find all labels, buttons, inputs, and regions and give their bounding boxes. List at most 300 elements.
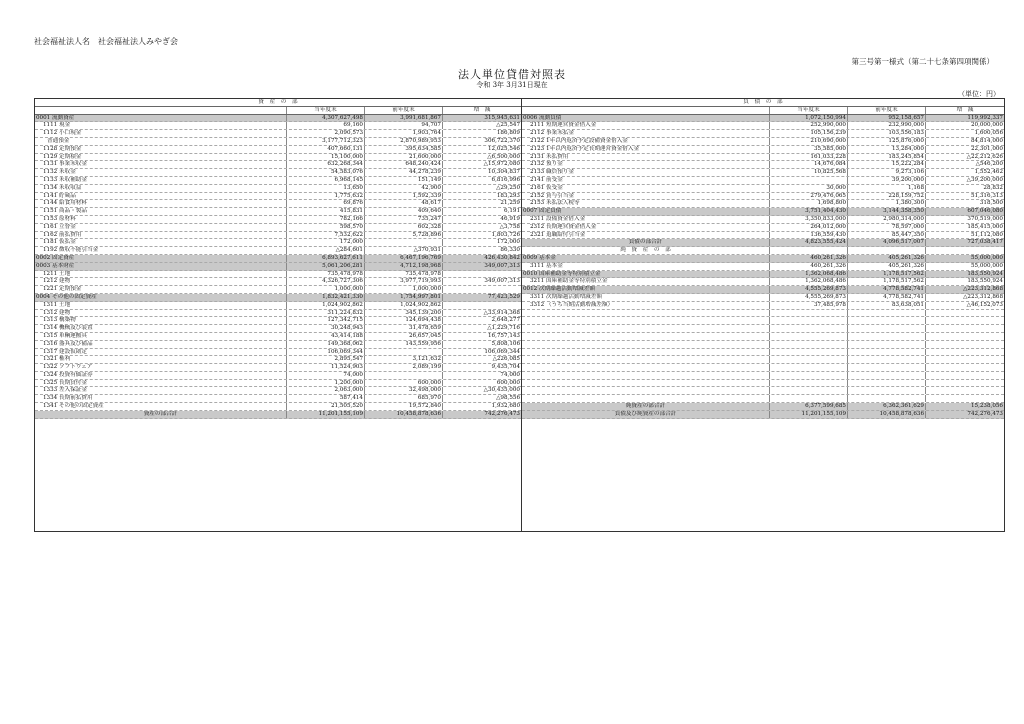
table-row — [522, 154, 1004, 162]
diff-value: 6,816,996 — [491, 176, 520, 183]
diff-value: 183,293 — [496, 192, 520, 199]
table-row — [522, 372, 1004, 380]
previous-value: 143,559,956 — [365, 341, 443, 348]
account-name: 1316 器具及び備品 — [35, 341, 287, 348]
current-value: 21,505,520 — [287, 403, 365, 410]
diff-value: △33,914,368 — [483, 309, 520, 316]
account-name: 1133 未収補助金 — [35, 177, 287, 184]
table-row — [35, 278, 521, 286]
table-row — [35, 208, 521, 216]
previous-value: 183,245,854 — [848, 154, 926, 161]
account-name — [522, 356, 770, 363]
current-value: 1,832,421,330 — [287, 294, 365, 301]
previous-value: 44,278,239 — [365, 169, 443, 176]
unit-label: （単位：円） — [958, 90, 1000, 98]
table-row — [35, 325, 521, 333]
liabilities-column-header — [522, 107, 1004, 115]
table-row — [35, 333, 521, 341]
current-value: 74,000 — [287, 372, 365, 379]
diff-value — [926, 317, 1004, 324]
form-label: 第三号第一様式（第二十七条第四項関係） — [851, 57, 994, 66]
current-value: 43,414,188 — [287, 333, 365, 340]
current-value: 37,485,978 — [770, 302, 848, 309]
document-title: 法人単位貸借対照表 — [458, 68, 566, 81]
diff-value: 727,038,417 — [967, 239, 1003, 246]
diff-value: 9,435,704 — [491, 364, 520, 371]
previous-value: 2,870,989,953 — [365, 138, 443, 145]
diff-value: △226,085 — [492, 356, 520, 363]
account-name: 1313 構築物 — [35, 317, 287, 324]
account-name — [522, 317, 770, 324]
previous-value: 952,158,657 — [848, 115, 926, 122]
diff-value: 74,000 — [500, 371, 520, 378]
current-value: 30,000 — [770, 185, 848, 192]
diff-value: 22,301,000 — [970, 145, 1003, 152]
assets-rows — [35, 115, 521, 419]
diff-value: △1,229,716 — [487, 325, 520, 332]
previous-value: 685,970 — [365, 395, 443, 402]
diff-value: 86,330 — [500, 247, 520, 254]
diff-value: △22,212,626 — [966, 153, 1003, 160]
assets-col-blank — [35, 107, 287, 114]
current-value — [770, 310, 848, 317]
table-row — [35, 349, 521, 357]
diff-value: 12,025,546 — [487, 145, 520, 152]
table-row — [35, 216, 521, 224]
current-value: 632,268,344 — [287, 161, 365, 168]
diff-value — [926, 349, 1004, 356]
table-row — [522, 169, 1004, 177]
diff-value — [926, 364, 1004, 371]
current-value: 782,166 — [287, 216, 365, 223]
current-value: 106,069,344 — [287, 349, 365, 356]
current-value — [770, 349, 848, 356]
table-row — [35, 138, 521, 146]
table-row — [522, 333, 1004, 341]
diff-value: 15,238,056 — [970, 403, 1003, 410]
liabilities-side — [522, 99, 1004, 531]
previous-value: 1,592,339 — [365, 193, 443, 200]
previous-value: 26,657,045 — [365, 333, 443, 340]
table-row — [35, 115, 521, 123]
current-value — [770, 372, 848, 379]
account-name: 2312 長期運営資金借入金 — [522, 224, 770, 231]
diff-value: 349,007,313 — [484, 278, 520, 285]
account-name: 1325 長期貸付金 — [35, 380, 287, 387]
current-value: 460,261,326 — [770, 263, 848, 270]
current-value — [770, 247, 848, 254]
previous-value: 48,617 — [365, 200, 443, 207]
previous-value: 405,261,326 — [848, 255, 926, 262]
previous-value — [848, 310, 926, 317]
current-value: 587,414 — [287, 395, 365, 402]
previous-value: 85,447,350 — [848, 232, 926, 239]
account-name: 1153 原材料 — [35, 216, 287, 223]
table-row — [522, 263, 1004, 271]
table-row — [35, 161, 521, 169]
table-row — [35, 411, 521, 419]
account-name: 0010 国庫補助金等特別積立金 — [522, 271, 770, 278]
table-row — [522, 146, 1004, 154]
account-name: 2131 未払費用 — [522, 154, 770, 161]
previous-value: 1,000,000 — [365, 286, 443, 293]
previous-value: 345,139,200 — [365, 310, 443, 317]
diff-value: △546,200 — [975, 161, 1003, 168]
diff-value: △223,312,868 — [963, 293, 1003, 300]
account-name: 1322 ソフトウェア — [35, 364, 287, 371]
current-value — [770, 380, 848, 387]
account-name: 0012 次期繰越活動増減差額 — [522, 286, 770, 293]
previous-value: 125,876,000 — [848, 138, 926, 145]
table-row — [522, 185, 1004, 193]
table-row — [35, 185, 521, 193]
account-name: 1311 土地 — [35, 302, 287, 309]
account-name: 1312 建物 — [35, 310, 287, 317]
current-value: 1,698,800 — [770, 200, 848, 207]
liabilities-col-current: 当年度末 — [770, 107, 848, 114]
balance-sheet — [34, 98, 1005, 532]
previous-value: 1,754,997,801 — [365, 294, 443, 301]
liabilities-section-title: 負 債 の 部 — [743, 99, 783, 105]
current-value: 2,090,573 — [287, 130, 365, 137]
table-row — [35, 395, 521, 403]
diff-value — [443, 302, 521, 309]
current-value: 6,377,599,685 — [770, 403, 848, 410]
table-row — [522, 325, 1004, 333]
current-value — [770, 364, 848, 371]
diff-value: △39,200,000 — [966, 176, 1003, 183]
diff-value: 1,803,726 — [491, 231, 520, 238]
diff-value: △15,972,080 — [483, 161, 520, 168]
table-row — [35, 255, 521, 263]
table-row — [522, 122, 1004, 130]
current-value — [770, 333, 848, 340]
account-name: 1211 土地 — [35, 271, 287, 278]
current-value: 11,201,155,109 — [287, 411, 365, 418]
current-value: 11,201,155,109 — [770, 411, 848, 418]
current-value: 127,342,715 — [287, 317, 365, 324]
current-value — [770, 317, 848, 324]
current-value — [770, 395, 848, 402]
account-name — [522, 387, 770, 394]
previous-value — [848, 333, 926, 340]
current-value: 54,583,076 — [287, 169, 365, 176]
current-value: 149,368,062 — [287, 341, 365, 348]
account-name: 3211 国庫補助金等特別積立金 — [522, 278, 770, 285]
previous-value: 9,273,106 — [848, 169, 926, 176]
diff-value: 6,191 — [503, 208, 520, 215]
diff-value: 20,000,000 — [970, 122, 1003, 129]
table-row — [522, 130, 1004, 138]
current-value: 264,012,000 — [770, 224, 848, 231]
previous-value — [848, 349, 926, 356]
current-value: 1,362,068,486 — [770, 278, 848, 285]
current-value: 161,033,228 — [770, 154, 848, 161]
current-value: 172,000 — [287, 239, 365, 246]
previous-value: 648,240,424 — [365, 161, 443, 168]
liabilities-rows — [522, 115, 1004, 419]
assets-col-current: 当年度末 — [287, 107, 365, 114]
diff-value: 607,046,080 — [967, 208, 1003, 215]
account-name: 3312 （うち当期活動増減差額） — [522, 302, 770, 309]
account-name — [522, 372, 770, 379]
current-value: 4,555,269,873 — [770, 286, 848, 293]
account-name: 1321 権利 — [35, 356, 287, 363]
account-name: 1131 事業未収金 — [35, 161, 287, 168]
diff-value — [926, 310, 1004, 317]
previous-value: 3,121,632 — [365, 356, 443, 363]
table-row — [35, 271, 521, 279]
diff-value: 16,757,143 — [487, 332, 520, 339]
previous-value — [848, 325, 926, 332]
assets-section-header — [35, 99, 521, 107]
table-row — [522, 341, 1004, 349]
diff-value: 2,648,277 — [491, 317, 520, 324]
account-name: 1317 建設仮勘定 — [35, 349, 287, 356]
previous-value: 735,478,978 — [365, 271, 443, 278]
account-name: 2141 前受金 — [522, 177, 770, 184]
previous-value — [848, 364, 926, 371]
table-row — [35, 130, 521, 138]
previous-value: 31,478,659 — [365, 325, 443, 332]
current-value: 1,200,000 — [287, 380, 365, 387]
account-name: 1112 小口現金 — [35, 130, 287, 137]
diff-value — [926, 395, 1004, 402]
current-value: 407,660,131 — [287, 146, 365, 153]
account-name: 1151 商品・製品 — [35, 208, 287, 215]
previous-value: 151,149 — [365, 177, 443, 184]
current-value: 598,570 — [287, 224, 365, 231]
table-row — [522, 224, 1004, 232]
account-name: 1192 徴収不能引当金 — [35, 247, 287, 254]
previous-value — [848, 341, 926, 348]
account-name — [522, 333, 770, 340]
diff-value: △3,758 — [499, 223, 520, 230]
account-name: 1315 車輌運搬具 — [35, 333, 287, 340]
account-name: 1141 貯蔵品 — [35, 193, 287, 200]
table-row — [35, 232, 521, 240]
previous-value: 15,222,284 — [848, 161, 926, 168]
table-row — [35, 294, 521, 302]
previous-value: 3,977,719,993 — [365, 278, 443, 285]
previous-value: 395,634,585 — [365, 146, 443, 153]
table-row — [522, 403, 1004, 411]
account-name: 1334 長期前払費用 — [35, 395, 287, 402]
previous-value: 1,903,764 — [365, 130, 443, 137]
table-row — [35, 403, 521, 411]
table-row — [35, 146, 521, 154]
table-row — [35, 177, 521, 185]
account-name — [522, 325, 770, 332]
account-name — [522, 310, 770, 317]
diff-value: 349,007,313 — [484, 262, 520, 269]
diff-value — [926, 387, 1004, 394]
assets-section-title: 資 産 の 部 — [258, 99, 298, 105]
table-row — [35, 310, 521, 318]
previous-value — [365, 239, 443, 246]
previous-value: 78,597,000 — [848, 224, 926, 231]
current-value: 3,350,833,000 — [770, 216, 848, 223]
diff-value: 1,552,462 — [974, 169, 1003, 176]
assets-column-header — [35, 107, 521, 115]
account-name: 1314 機械及び装置 — [35, 325, 287, 332]
previous-value: 124,694,438 — [365, 317, 443, 324]
previous-value: 6,467,196,769 — [365, 255, 443, 262]
diff-value: 21,259 — [500, 200, 520, 207]
table-row — [522, 278, 1004, 286]
current-value: 4,555,269,873 — [770, 294, 848, 301]
previous-value: △370,931 — [365, 247, 443, 254]
account-name — [522, 349, 770, 356]
table-row — [35, 247, 521, 255]
current-value: 252,990,000 — [770, 122, 848, 129]
table-row — [35, 317, 521, 325]
previous-value — [365, 372, 443, 379]
table-row — [522, 138, 1004, 146]
previous-value — [848, 372, 926, 379]
account-name: 負債の部合計 — [522, 239, 770, 246]
table-row — [522, 356, 1004, 364]
diff-value: △223,312,868 — [963, 286, 1003, 293]
previous-value: 232,990,000 — [848, 122, 926, 129]
diff-value — [926, 372, 1004, 379]
current-value: 311,224,832 — [287, 310, 365, 317]
diff-value — [926, 380, 1004, 387]
table-row — [35, 239, 521, 247]
account-name: 2153 未払法人税等 — [522, 200, 770, 207]
liabilities-col-diff: 増 減 — [956, 106, 974, 113]
current-value: 210,690,000 — [770, 138, 848, 145]
diff-value: 46,919 — [500, 215, 520, 222]
table-row — [35, 286, 521, 294]
diff-value: 51,316,313 — [970, 192, 1003, 199]
table-row — [522, 380, 1004, 388]
previous-value: 1,024,902,862 — [365, 302, 443, 309]
diff-value: 742,276,473 — [484, 410, 520, 417]
previous-value: 83,638,051 — [848, 302, 926, 309]
table-row — [522, 387, 1004, 395]
previous-value: 4,096,517,007 — [848, 239, 926, 246]
diff-value: △25,547 — [496, 122, 520, 129]
table-row — [522, 115, 1004, 123]
diff-value: 5,808,106 — [491, 340, 520, 347]
current-value: 4,823,555,424 — [770, 239, 848, 246]
account-name: 普通預金 — [35, 138, 287, 145]
diff-value — [443, 286, 521, 293]
current-value: 10,825,568 — [770, 169, 848, 176]
account-name: 1162 前払費用 — [35, 232, 287, 239]
table-row — [522, 349, 1004, 357]
diff-value: 183,550,924 — [967, 270, 1003, 277]
table-row — [522, 302, 1004, 310]
current-value: 1,775,632 — [287, 193, 365, 200]
current-value: 1,024,902,862 — [287, 302, 365, 309]
current-value: 3,177,712,323 — [287, 138, 365, 145]
table-row — [522, 193, 1004, 201]
current-value: 1,000,000 — [287, 286, 365, 293]
account-name: 2311 設備資金借入金 — [522, 216, 770, 223]
previous-value: 10,458,878,636 — [848, 411, 926, 418]
diff-value — [926, 341, 1004, 348]
table-row — [35, 263, 521, 271]
previous-value: 42,900 — [365, 185, 443, 192]
table-row — [35, 356, 521, 364]
account-name: 1144 給食用材料 — [35, 200, 287, 207]
table-row — [522, 161, 1004, 169]
previous-value — [848, 356, 926, 363]
current-value — [770, 341, 848, 348]
diff-value: △30,435,000 — [483, 387, 520, 394]
table-row — [35, 154, 521, 162]
diff-value: 1,600,056 — [974, 130, 1003, 137]
diff-value — [926, 247, 1004, 254]
diff-value: 28,832 — [983, 184, 1003, 191]
current-value: 7,532,622 — [287, 232, 365, 239]
account-name: 純 資 産 の 部 — [522, 247, 770, 254]
assets-col-diff: 増 減 — [473, 106, 491, 113]
diff-value: △29,250 — [496, 184, 520, 191]
previous-value — [848, 387, 926, 394]
table-row — [35, 380, 521, 388]
table-row — [522, 411, 1004, 419]
current-value: 1,072,150,994 — [770, 115, 848, 122]
current-value: 2,063,000 — [287, 387, 365, 394]
account-name: 2122 1年以内返済予定設備資金借入金 — [522, 138, 770, 145]
previous-value: 13,284,000 — [848, 146, 926, 153]
account-name: 1134 未収収益 — [35, 185, 287, 192]
account-name: 0007 固定負債 — [522, 208, 770, 215]
account-name: 2132 預り金 — [522, 161, 770, 168]
diff-value: 186,809 — [496, 130, 520, 137]
diff-value: 10,304,837 — [487, 169, 520, 176]
diff-value: 742,276,473 — [967, 410, 1003, 417]
account-name: 2123 1年以内返済予定長期運営資金借入金 — [522, 146, 770, 153]
account-name: 2152 賞与引当金 — [522, 193, 770, 200]
table-row — [522, 395, 1004, 403]
current-value: 105,156,239 — [770, 130, 848, 137]
table-row — [522, 208, 1004, 216]
account-name: 1128 定期預金 — [35, 146, 287, 153]
account-name: 0003 基本財産 — [35, 263, 287, 270]
diff-value: 183,550,924 — [967, 278, 1003, 285]
diff-value: 119,992,337 — [967, 114, 1003, 121]
account-name: 1129 定期積金 — [35, 154, 287, 161]
account-name: 純資産の部合計 — [522, 403, 770, 410]
previous-value: 3,991,681,867 — [365, 115, 443, 122]
account-name: 1132 未収金 — [35, 169, 287, 176]
previous-value — [848, 317, 926, 324]
liabilities-col-previous: 前年度末 — [848, 107, 926, 114]
current-value: 6,968,145 — [287, 177, 365, 184]
previous-value: 6,362,361,629 — [848, 403, 926, 410]
account-name — [522, 380, 770, 387]
account-name: 1324 投資有価証券 — [35, 372, 287, 379]
account-name: 0001 流動資産 — [35, 115, 287, 122]
current-value: 15,100,000 — [287, 154, 365, 161]
current-value — [770, 387, 848, 394]
previous-value: 103,556,183 — [848, 130, 926, 137]
table-row — [35, 341, 521, 349]
table-row — [35, 387, 521, 395]
diff-value: 318,500 — [979, 200, 1003, 207]
previous-value: 1,380,300 — [848, 200, 926, 207]
diff-value: 77,423,529 — [487, 293, 520, 300]
previous-value: 39,200,000 — [848, 177, 926, 184]
account-name: 2321 退職給付引当金 — [522, 232, 770, 239]
previous-value: 2,089,199 — [365, 364, 443, 371]
account-name: 負債及び純資産の部合計 — [522, 411, 770, 418]
previous-value: 3,144,358,350 — [848, 208, 926, 215]
